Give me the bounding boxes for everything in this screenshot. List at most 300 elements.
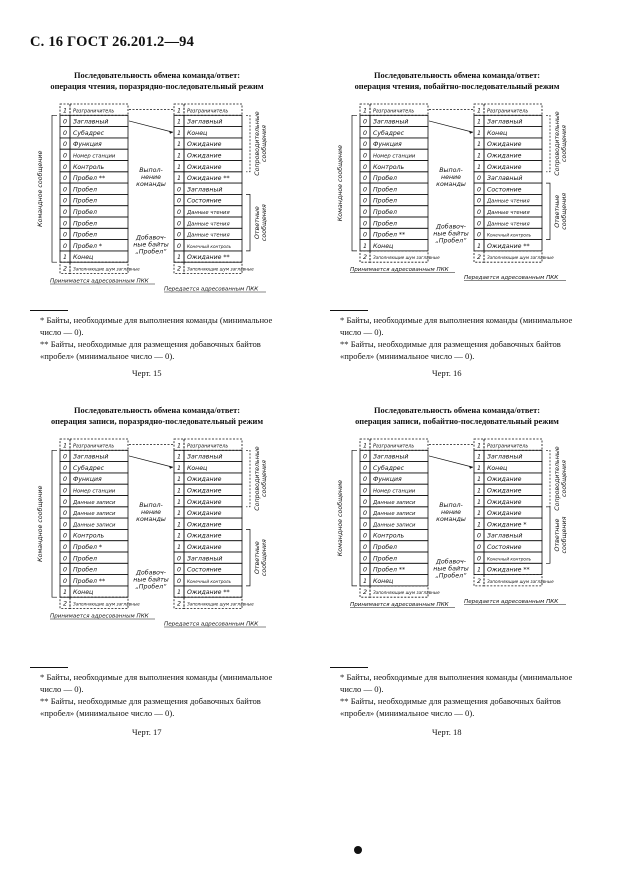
response-label: Ответныесообщения <box>554 516 568 554</box>
footnote-rule <box>330 310 368 311</box>
right-byte-label: Заглавный <box>187 555 223 563</box>
left-bit-value: 0 <box>362 163 368 171</box>
command-message-label: Командное сообщение <box>37 485 44 562</box>
right-bit-value: 1 <box>176 521 182 529</box>
left-bit-value: 0 <box>62 231 68 239</box>
right-byte-label: Состояние <box>487 544 522 551</box>
sequence-diagram <box>322 98 592 323</box>
right-bit-value: 1 <box>176 532 182 540</box>
left-bit-value: 0 <box>62 577 68 585</box>
left-byte-label: Пробел <box>73 186 97 194</box>
figure-caption: Черт. 16 <box>432 368 462 378</box>
response-label: Ответныесообщения <box>254 204 268 242</box>
figure-caption: Черт. 18 <box>432 727 462 737</box>
accompanying-brace <box>546 450 550 507</box>
footnote-rule <box>330 667 368 668</box>
right-bit-value: 1 <box>476 129 482 137</box>
left-byte-label: Пробел <box>373 175 397 183</box>
right-bit-value: 1 <box>176 453 182 461</box>
figure-title-line1: Последовательность обмена команда/ответ: <box>374 71 540 80</box>
right-byte-label: Ожидание <box>487 487 522 495</box>
left-byte-label: Пробел ** <box>73 577 106 585</box>
headline-arrow <box>429 121 473 132</box>
right-byte-label: Разграничитель <box>487 443 529 450</box>
right-byte-label: Ожидание ** <box>187 589 230 597</box>
accompanying-brace <box>246 115 250 172</box>
quadrant-chert-17 <box>22 405 292 785</box>
diagram-svg <box>322 98 592 323</box>
response-brace <box>246 194 250 251</box>
accompanying-label: Сопроводительныесообщения <box>254 446 268 511</box>
left-bit-value: 0 <box>362 453 368 461</box>
right-bit-value: 0 <box>176 220 182 228</box>
right-bit-value: 1 <box>476 118 482 126</box>
footnote-2: ** Байты, необходимые для размещения добавочных байтов «пробел» (минимальное число — 0). <box>40 696 261 718</box>
right-bit-value: 0 <box>476 175 482 183</box>
right-bit-value: 1 <box>176 152 182 160</box>
left-byte-label: Субадрес <box>73 464 105 472</box>
left-byte-label: Номер станции <box>73 153 116 160</box>
left-bit-value: 0 <box>62 220 68 228</box>
left-byte-label: Заглавный <box>373 453 409 461</box>
right-bit-value: 1 <box>176 498 182 506</box>
right-bit-value: 1 <box>476 464 482 472</box>
right-bit-value: 1 <box>176 487 182 495</box>
right-bit-value: 1 <box>476 442 482 450</box>
left-byte-label: Пробел ** <box>73 175 106 183</box>
right-byte-label: Заполняющие шум заглавные <box>187 266 254 272</box>
footnote-1: * Байты, необходимые для выполнения команды (минимальное число — 0). <box>340 672 573 694</box>
command-brace <box>52 115 57 262</box>
arrow-head <box>469 466 473 469</box>
left-bit-value: 1 <box>362 107 368 115</box>
response-label: Ответныесообщения <box>554 192 568 230</box>
right-bit-value: 2 <box>176 265 182 273</box>
right-bit-value: 1 <box>476 152 482 160</box>
left-bit-value: 0 <box>362 544 368 551</box>
right-bit-value: 1 <box>476 498 482 506</box>
left-byte-label: Данные записи <box>73 522 116 529</box>
left-byte-label: Заглавный <box>73 118 109 126</box>
right-byte-label: Состояние <box>187 197 222 205</box>
left-byte-label: Пробел ** <box>373 566 406 574</box>
left-byte-label: Пробел <box>373 555 397 563</box>
right-bit-value: 1 <box>176 442 182 450</box>
left-byte-label: Данные записи <box>373 511 416 518</box>
left-byte-label: Пробел <box>373 544 397 551</box>
response-label: Ответныесообщения <box>254 539 268 577</box>
left-byte-label: Конец <box>73 589 94 597</box>
command-brace <box>52 450 57 597</box>
footnote-2: ** Байты, необходимые для размещения добавочных байтов «пробел» (минимальное число — 0). <box>40 339 261 361</box>
right-byte-label: Заполняющие шум заглавные <box>487 255 554 261</box>
right-byte-label: Ожидание <box>487 141 522 149</box>
left-byte-label: Пробел <box>73 209 97 216</box>
left-bit-value: 0 <box>362 464 368 472</box>
accepted-label: Принимается адресованным ПКК <box>350 267 449 274</box>
left-bit-value: 0 <box>62 141 68 149</box>
right-bit-value: 1 <box>176 163 182 171</box>
right-bit-value: 1 <box>176 464 182 472</box>
right-bit-value: 1 <box>476 163 482 171</box>
right-byte-label: Заглавный <box>187 186 223 194</box>
left-bit-value: 0 <box>62 521 68 529</box>
sequence-diagram <box>322 433 592 658</box>
right-bit-value: 1 <box>176 544 182 551</box>
left-byte-label: Конец <box>373 242 394 250</box>
left-bit-value: 2 <box>362 589 368 597</box>
left-bit-value: 0 <box>62 464 68 472</box>
left-bit-value: 0 <box>62 118 68 126</box>
right-bit-value: 0 <box>476 544 482 551</box>
left-byte-label: Номер станции <box>373 488 416 495</box>
right-byte-label: Ожидание <box>187 487 222 495</box>
figure-caption: Черт. 17 <box>132 727 162 737</box>
right-bit-value: 2 <box>476 254 482 262</box>
footnote-rule <box>30 310 68 311</box>
left-byte-label: Функция <box>373 476 402 484</box>
left-byte-label: Заглавный <box>73 453 109 461</box>
left-bit-value: 0 <box>62 566 68 574</box>
transmitted-label: Передается адресованным ПКК <box>164 286 259 293</box>
left-bit-value: 1 <box>362 577 368 585</box>
left-byte-label: Пробел <box>373 186 397 194</box>
left-bit-value: 0 <box>62 163 68 171</box>
left-byte-label: Пробел * <box>73 544 103 551</box>
right-bit-value: 0 <box>176 555 182 563</box>
command-message-label: Командное сообщение <box>337 145 344 222</box>
right-byte-label: Конечный контроль <box>187 243 232 249</box>
left-byte-label: Контроль <box>373 163 405 171</box>
figure-title-line1: Последовательность обмена команда/ответ: <box>74 406 240 415</box>
left-byte-label: Конец <box>373 577 394 585</box>
figure-title-line2: операция записи, побайтно-последовательный режим <box>355 417 559 426</box>
response-brace <box>546 507 550 564</box>
right-byte-label: Заглавный <box>487 532 523 540</box>
figure-title-line2: операция чтения, побайтно-последовательный режим <box>354 82 560 91</box>
diagram-svg <box>22 433 292 658</box>
right-bit-value: 0 <box>176 186 182 194</box>
extra-bytes-label: Добавоч-ные байты „Пробел“ <box>433 558 469 580</box>
left-byte-label: Контроль <box>373 532 405 540</box>
left-bit-value: 0 <box>62 555 68 563</box>
left-byte-label: Пробел <box>73 220 97 228</box>
right-byte-label: Ожидание <box>187 476 222 484</box>
footnote-rule <box>30 667 68 668</box>
left-bit-value: 0 <box>362 141 368 149</box>
quadrant-chert-18 <box>322 405 592 785</box>
right-byte-label: Заглавный <box>187 118 223 126</box>
left-byte-label: Номер станции <box>373 153 416 160</box>
left-byte-label: Субадрес <box>73 129 105 137</box>
right-byte-label: Разграничитель <box>187 108 229 115</box>
right-byte-label: Конец <box>487 464 508 472</box>
left-bit-value: 0 <box>62 152 68 160</box>
left-byte-label: Заглавный <box>373 118 409 126</box>
sequence-diagram <box>22 98 292 323</box>
right-bit-value: 0 <box>476 186 482 194</box>
right-bit-value: 0 <box>476 220 482 228</box>
right-bit-value: 2 <box>476 577 482 585</box>
accepted-label: Принимается адресованным ПКК <box>350 602 449 609</box>
right-byte-label: Данные чтения <box>187 232 230 239</box>
left-byte-label: Пробел <box>73 555 97 563</box>
left-bit-value: 0 <box>362 220 368 228</box>
transmitted-label: Передается адресованным ПКК <box>464 275 559 282</box>
figure-title-line2: операция чтения, поразрядно-последовательный режим <box>50 82 264 91</box>
right-bit-value: 1 <box>476 521 482 529</box>
left-bit-value: 0 <box>362 498 368 506</box>
right-byte-label: Ожидание <box>487 510 522 518</box>
page-header: С. 16 ГОСТ 26.201.2—94 <box>30 34 195 50</box>
left-byte-label: Пробел <box>73 231 97 239</box>
right-byte-label: Ожидание <box>487 163 522 171</box>
command-message-label: Командное сообщение <box>37 150 44 227</box>
quadrant-chert-15 <box>22 70 292 450</box>
right-bit-value: 0 <box>176 231 182 239</box>
left-byte-label: Разграничитель <box>73 108 115 115</box>
arrow-head <box>169 131 173 134</box>
left-bit-value: 1 <box>62 589 68 597</box>
right-byte-label: Данные чтения <box>487 221 530 228</box>
left-bit-value: 1 <box>62 107 68 115</box>
left-byte-label: Разграничитель <box>373 443 415 450</box>
execution-label: Выпол-нение команды <box>436 501 466 523</box>
right-byte-label: Данные чтения <box>487 210 530 216</box>
right-bit-value: 0 <box>176 577 182 585</box>
right-byte-label: Ожидание <box>487 498 522 506</box>
transmitted-label: Передается адресованным ПКК <box>164 621 259 628</box>
left-bit-value: 0 <box>62 129 68 137</box>
left-bit-value: 0 <box>62 532 68 540</box>
left-bit-value: 0 <box>62 487 68 495</box>
right-bit-value: 1 <box>476 566 482 574</box>
command-brace <box>352 115 357 251</box>
right-byte-label: Ожидание <box>187 498 222 506</box>
left-bit-value: 0 <box>62 197 68 205</box>
left-byte-label: Данные записи <box>373 522 416 529</box>
execution-label: Выпол-нение команды <box>136 166 166 188</box>
right-bit-value: 1 <box>176 476 182 484</box>
right-byte-label: Заполняющие шум заглавные <box>187 601 254 607</box>
footnote-1: * Байты, необходимые для выполнения команды (минимальное число — 0). <box>340 315 573 337</box>
headline-arrow <box>429 456 473 467</box>
right-bit-value: 1 <box>476 242 482 250</box>
footnote-2: ** Байты, необходимые для размещения добавочных байтов «пробел» (минимальное число — 0). <box>340 339 561 361</box>
left-byte-label: Пробел <box>373 220 397 228</box>
right-bit-value: 0 <box>476 555 482 563</box>
left-byte-label: Контроль <box>73 532 105 540</box>
right-byte-label: Ожидание ** <box>187 254 230 262</box>
left-bit-value: 0 <box>362 476 368 484</box>
left-byte-label: Разграничитель <box>373 108 415 115</box>
command-message-label: Командное сообщение <box>337 480 344 557</box>
accompanying-brace <box>246 450 250 507</box>
left-bit-value: 1 <box>62 442 68 450</box>
right-bit-value: 1 <box>176 107 182 115</box>
page-dot <box>354 846 362 854</box>
left-bit-value: 0 <box>62 175 68 183</box>
right-byte-label: Ожидание <box>187 521 222 529</box>
left-bit-value: 1 <box>362 242 368 250</box>
right-byte-label: Ожидание <box>187 510 222 518</box>
diagram-svg <box>22 98 292 323</box>
right-byte-label: Разграничитель <box>187 443 229 450</box>
right-byte-label: Конечный контроль <box>187 578 232 584</box>
headline-arrow <box>129 456 173 467</box>
left-bit-value: 0 <box>362 118 368 126</box>
extra-bytes-label: Добавоч-ные байты „Пробел“ <box>433 223 469 245</box>
left-byte-label: Заполняющие шум заглавные <box>73 601 140 607</box>
left-bit-value: 2 <box>362 254 368 262</box>
right-bit-value: 1 <box>476 453 482 461</box>
accepted-label: Принимается адресованным ПКК <box>50 278 149 285</box>
command-brace <box>352 450 357 586</box>
response-brace <box>246 529 250 586</box>
right-byte-label: Заглавный <box>187 453 223 461</box>
footnote-2: ** Байты, необходимые для размещения добавочных байтов «пробел» (минимальное число — 0). <box>340 696 561 718</box>
left-byte-label: Функция <box>373 141 402 149</box>
right-byte-label: Ожидание ** <box>487 566 530 574</box>
left-byte-label: Пробел * <box>73 242 103 250</box>
left-bit-value: 0 <box>62 498 68 506</box>
right-bit-value: 1 <box>176 175 182 183</box>
right-byte-label: Ожидание <box>187 544 222 551</box>
sequence-diagram <box>22 433 292 658</box>
right-bit-value: 0 <box>476 209 482 216</box>
extra-bytes-label: Добавоч-ные байты „Пробел“ <box>133 569 169 591</box>
right-bit-value: 1 <box>176 141 182 149</box>
footnote-1: * Байты, необходимые для выполнения команды (минимальное число — 0). <box>40 315 273 337</box>
right-byte-label: Ожидание ** <box>487 242 530 250</box>
right-byte-label: Конечный контроль <box>487 232 532 238</box>
right-bit-value: 1 <box>476 476 482 484</box>
right-byte-label: Ожидание ** <box>187 175 230 183</box>
left-bit-value: 1 <box>62 254 68 262</box>
right-bit-value: 0 <box>476 532 482 540</box>
extra-bytes-label: Добавоч-ные байты „Пробел“ <box>133 234 169 256</box>
right-byte-label: Заглавный <box>487 175 523 183</box>
right-bit-value: 0 <box>176 197 182 205</box>
left-bit-value: 0 <box>62 476 68 484</box>
left-byte-label: Конец <box>73 254 94 262</box>
left-byte-label: Субадрес <box>373 129 405 137</box>
right-bit-value: 0 <box>176 566 182 574</box>
right-bit-value: 0 <box>176 242 182 250</box>
accompanying-label: Сопроводительныесообщения <box>554 111 568 176</box>
right-byte-label: Данные чтения <box>187 210 230 216</box>
right-bit-value: 0 <box>176 209 182 216</box>
right-byte-label: Состояние <box>187 566 222 574</box>
left-bit-value: 0 <box>62 510 68 518</box>
right-byte-label: Данные чтения <box>487 198 530 205</box>
left-byte-label: Пробел <box>73 197 97 205</box>
accepted-label: Принимается адресованным ПКК <box>50 613 149 620</box>
figure-caption: Черт. 15 <box>132 368 162 378</box>
right-bit-value: 1 <box>476 510 482 518</box>
left-bit-value: 0 <box>62 242 68 250</box>
quadrant-chert-16 <box>322 70 592 450</box>
right-byte-label: Заполняющие шум заглавные <box>487 578 554 584</box>
right-bit-value: 1 <box>476 487 482 495</box>
left-bit-value: 0 <box>362 209 368 216</box>
left-bit-value: 2 <box>62 265 68 273</box>
left-byte-label: Пробел ** <box>373 231 406 239</box>
right-bit-value: 1 <box>176 118 182 126</box>
right-byte-label: Состояние <box>487 186 522 194</box>
left-byte-label: Пробел <box>73 566 97 574</box>
left-byte-label: Номер станции <box>73 488 116 495</box>
left-bit-value: 0 <box>362 510 368 518</box>
right-byte-label: Разграничитель <box>487 108 529 115</box>
left-byte-label: Разграничитель <box>73 443 115 450</box>
execution-label: Выпол-нение команды <box>136 501 166 523</box>
right-byte-label: Ожидание <box>187 163 222 171</box>
footnote-1: * Байты, необходимые для выполнения команды (минимальное число — 0). <box>40 672 273 694</box>
response-brace <box>546 183 550 240</box>
left-bit-value: 0 <box>362 175 368 183</box>
transmitted-label: Передается адресованным ПКК <box>464 598 559 605</box>
execution-label: Выпол-нение команды <box>436 166 466 188</box>
left-byte-label: Данные записи <box>373 499 416 506</box>
right-bit-value: 0 <box>476 197 482 205</box>
left-bit-value: 0 <box>362 231 368 239</box>
left-byte-label: Пробел <box>373 209 397 216</box>
left-bit-value: 2 <box>62 600 68 608</box>
right-bit-value: 1 <box>176 129 182 137</box>
right-byte-label: Ожидание <box>187 532 222 540</box>
figure-title-line1: Последовательность обмена команда/ответ: <box>374 406 540 415</box>
right-bit-value: 0 <box>476 231 482 239</box>
right-byte-label: Ожидание <box>187 141 222 149</box>
right-byte-label: Конечный контроль <box>487 556 532 562</box>
arrow-head <box>169 466 173 469</box>
left-byte-label: Заполняющие шум заглавные <box>373 590 440 596</box>
figure-title-line2: операция записи, поразрядно-последовательный режим <box>50 417 264 426</box>
left-bit-value: 0 <box>62 544 68 551</box>
right-bit-value: 1 <box>476 141 482 149</box>
left-bit-value: 0 <box>62 186 68 194</box>
left-bit-value: 0 <box>362 186 368 194</box>
arrow-head <box>469 131 473 134</box>
left-bit-value: 0 <box>362 555 368 563</box>
accompanying-label: Сопроводительныесообщения <box>554 446 568 511</box>
left-bit-value: 0 <box>62 453 68 461</box>
left-byte-label: Данные записи <box>73 499 116 506</box>
left-byte-label: Контроль <box>73 163 105 171</box>
right-byte-label: Данные чтения <box>187 221 230 228</box>
left-bit-value: 0 <box>362 521 368 529</box>
right-byte-label: Заглавный <box>487 118 523 126</box>
right-byte-label: Конец <box>187 129 208 137</box>
right-byte-label: Ожидание * <box>487 521 527 529</box>
figure-title-line1: Последовательность обмена команда/ответ: <box>74 71 240 80</box>
headline-arrow <box>129 121 173 132</box>
right-byte-label: Конец <box>187 464 208 472</box>
accompanying-brace <box>546 115 550 172</box>
left-bit-value: 0 <box>62 209 68 216</box>
right-bit-value: 1 <box>176 510 182 518</box>
diagram-svg <box>322 433 592 658</box>
right-bit-value: 1 <box>176 254 182 262</box>
right-bit-value: 1 <box>176 589 182 597</box>
left-byte-label: Заполняющие шум заглавные <box>73 266 140 272</box>
left-bit-value: 1 <box>362 442 368 450</box>
right-byte-label: Ожидание <box>187 152 222 160</box>
left-bit-value: 0 <box>362 532 368 540</box>
right-bit-value: 1 <box>476 107 482 115</box>
right-bit-value: 2 <box>176 600 182 608</box>
